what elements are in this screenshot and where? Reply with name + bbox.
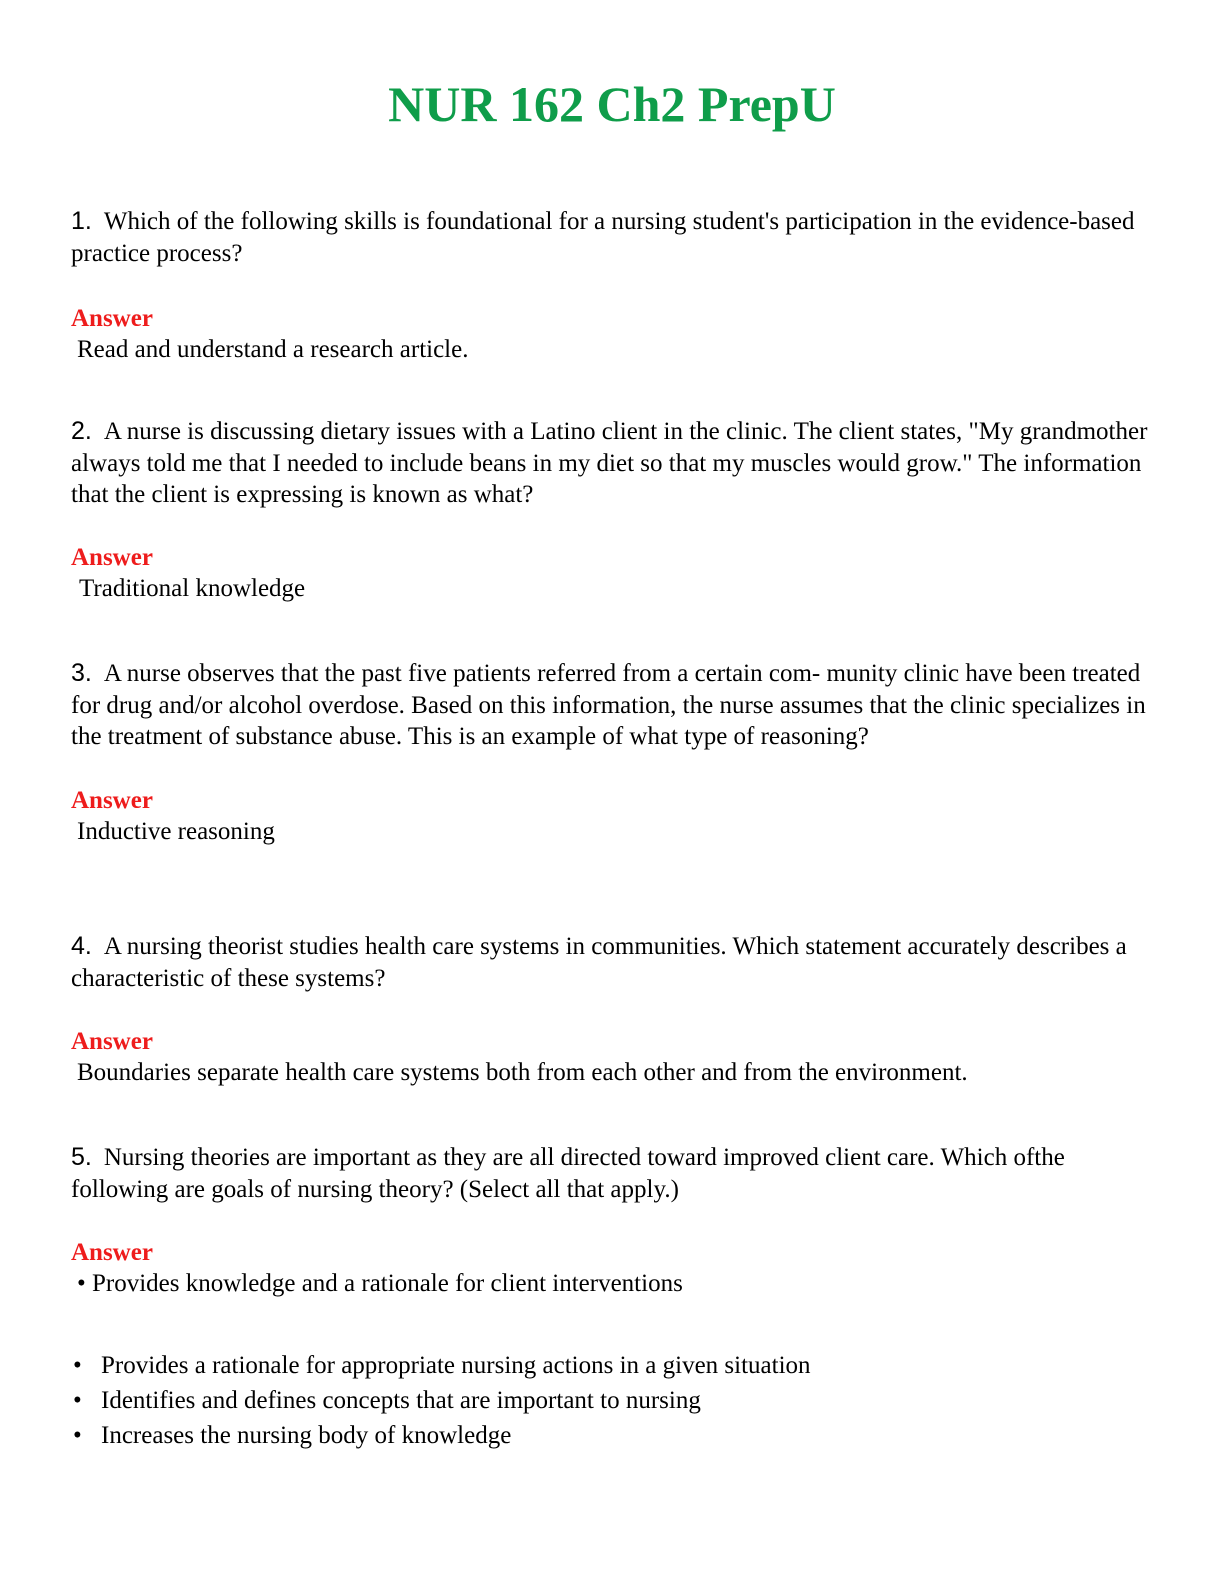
- answer-label: Answer: [71, 786, 153, 814]
- question-text: [71, 416, 1151, 511]
- answer-label: Answer: [71, 305, 153, 332]
- question-block-5: [71, 1142, 1151, 1300]
- question-block-3: [71, 658, 1151, 848]
- question-text: [71, 658, 1151, 753]
- list-item: [71, 1348, 1151, 1383]
- answer-label: Answer: [71, 543, 153, 571]
- answer-text: Boundaries separate health care systems both from each other and from the environment.: [77, 1059, 968, 1086]
- question-text: [71, 1142, 1151, 1205]
- bullet-icon: •: [73, 1422, 82, 1449]
- question-body: Which of the following skills is foundational for a nursing student's participation in the evidence-based practice process?: [71, 208, 1135, 267]
- answer-label: Answer: [71, 1028, 153, 1055]
- list-item: [71, 1383, 1151, 1418]
- question-body: Nursing theories are important as they are all directed toward improved client care. Which ofthe following are goals of nursing theory? (Select all that apply.): [71, 1144, 1065, 1203]
- bullet-icon: •: [73, 1352, 82, 1379]
- answer-bullet-list: [71, 1348, 1151, 1453]
- question-number: 3.: [71, 659, 92, 687]
- question-body: A nursing theorist studies health care systems in communities. Which statement accurately describes a characteristic of these systems?: [71, 933, 1127, 992]
- list-item-text: Increases the nursing body of knowledge: [101, 1422, 512, 1449]
- question-body: A nurse is discussing dietary issues with a Latino client in the clinic. The client states, "My grandmother always told me that I needed to include beans in my diet so that my muscles would grow." The information that the client is expressing is known as what?: [71, 418, 1148, 508]
- bullet-icon: •: [73, 1387, 82, 1414]
- question-block-4: [71, 931, 1151, 1089]
- question-number: 1.: [71, 207, 92, 235]
- list-item-text: Identifies and defines concepts that are important to nursing: [101, 1387, 701, 1414]
- answer-text: • Provides knowledge and a rationale for client interventions: [77, 1270, 683, 1297]
- question-text: [71, 931, 1151, 994]
- page-title: NUR 162 Ch2 PrepU: [388, 76, 836, 132]
- question-body: A nurse observes that the past five patients referred from a certain com- munity clinic have been treated for drug and/or alcohol overdose. Based on this information, the nurse assumes that the clinic specializes in the treatment of substance abuse. This is an example of what type of reasoning?: [71, 660, 1146, 750]
- question-block-1: [71, 206, 1151, 366]
- answer-text: Traditional knowledge: [79, 574, 306, 602]
- answer-text: Read and understand a research article.: [77, 336, 469, 363]
- question-text: [71, 206, 1151, 269]
- question-number: 4.: [71, 932, 92, 960]
- answer-text: Inductive reasoning: [77, 817, 275, 845]
- question-number: 5.: [71, 1143, 92, 1171]
- question-number: 2.: [71, 417, 92, 445]
- list-item: [71, 1418, 1151, 1453]
- list-item-text: Provides a rationale for appropriate nursing actions in a given situation: [101, 1352, 811, 1379]
- answer-label: Answer: [71, 1239, 153, 1266]
- question-block-2: [71, 416, 1151, 605]
